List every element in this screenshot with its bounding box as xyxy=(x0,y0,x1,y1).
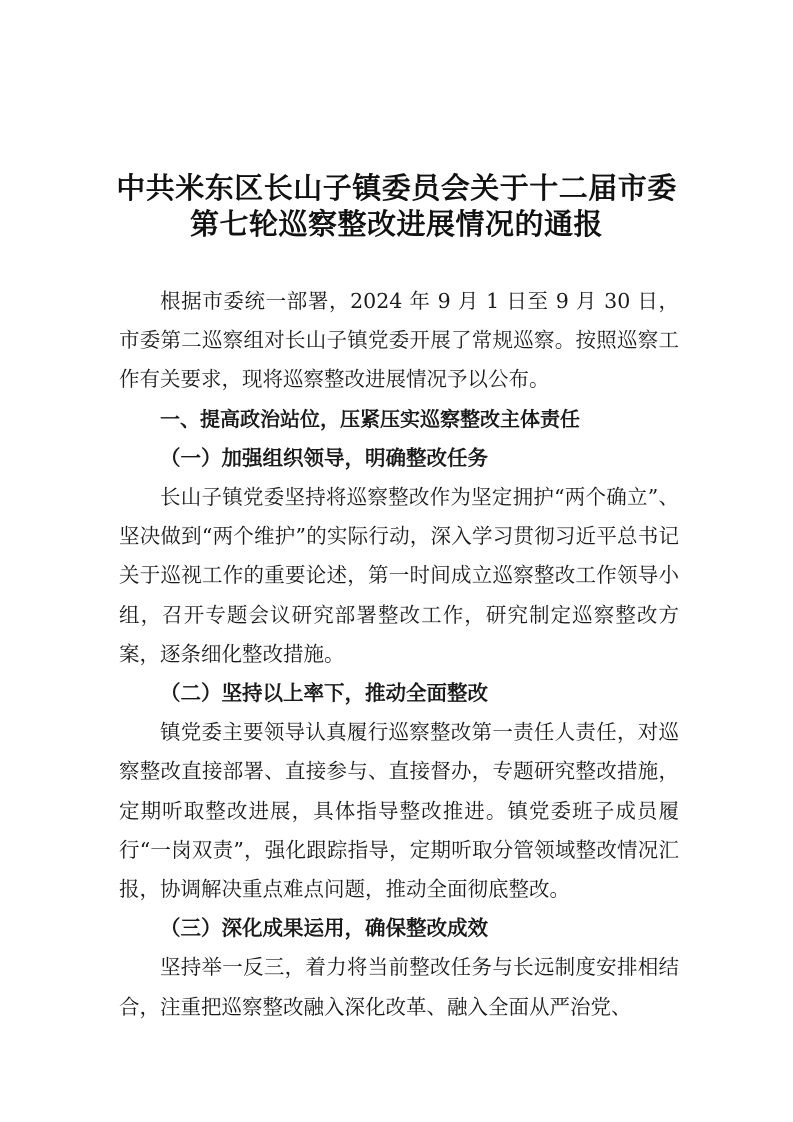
subsection-3-paragraph: 坚持举一反三，着力将当前整改任务与长远制度安排相结合，注重把巡察整改融入深化改革、融入全面从严治党、 xyxy=(119,955,679,1019)
document-title-line-2: 第七轮巡察整改进展情况的通报 xyxy=(189,207,603,241)
section-1-heading: 一、提高政治站位，压紧压实巡察整改主体责任 xyxy=(160,406,580,431)
document-body xyxy=(119,282,679,1027)
subsection-1-heading: （一）加强组织领导，明确整改任务 xyxy=(160,445,488,470)
intro-paragraph: 根据市委统一部署，2024 年 9 月 1 日至 9 月 30 日，市委第二巡察组对长山子镇党委开展了常规巡察。按照巡察工作有关要求，现将巡察整改进展情况予以公布。 xyxy=(119,289,679,392)
subsection-2-heading: （二）坚持以上率下，推动全面整改 xyxy=(160,681,488,706)
document-title-line-1: 中共米东区长山子镇委员会关于十二届市委 xyxy=(116,171,677,205)
subsection-3-heading: （三）深化成果运用，确保整改成效 xyxy=(160,916,488,941)
subsection-2-paragraph: 镇党委主要领导认真履行巡察整改第一责任人责任，对巡察整改直接部署、直接参与、直接督办，专题研究整改措施，定期听取整改进展，具体指导整改推进。镇党委班子成员履行“一岗双责”，强化跟踪指导，定期听取分管领域整改情况汇报，协调解决重点难点问题，推动全面彻底整改。 xyxy=(119,720,679,902)
subsection-1-paragraph: 长山子镇党委坚持将巡察整改作为坚定拥护“两个确立”、坚决做到“两个维护”的实际行动，深入学习贯彻习近平总书记关于巡视工作的重要论述，第一时间成立巡察整改工作领导小组，召开专题会议研究部署整改工作，研究制定巡察整改方案，逐条细化整改措施。 xyxy=(119,485,679,666)
